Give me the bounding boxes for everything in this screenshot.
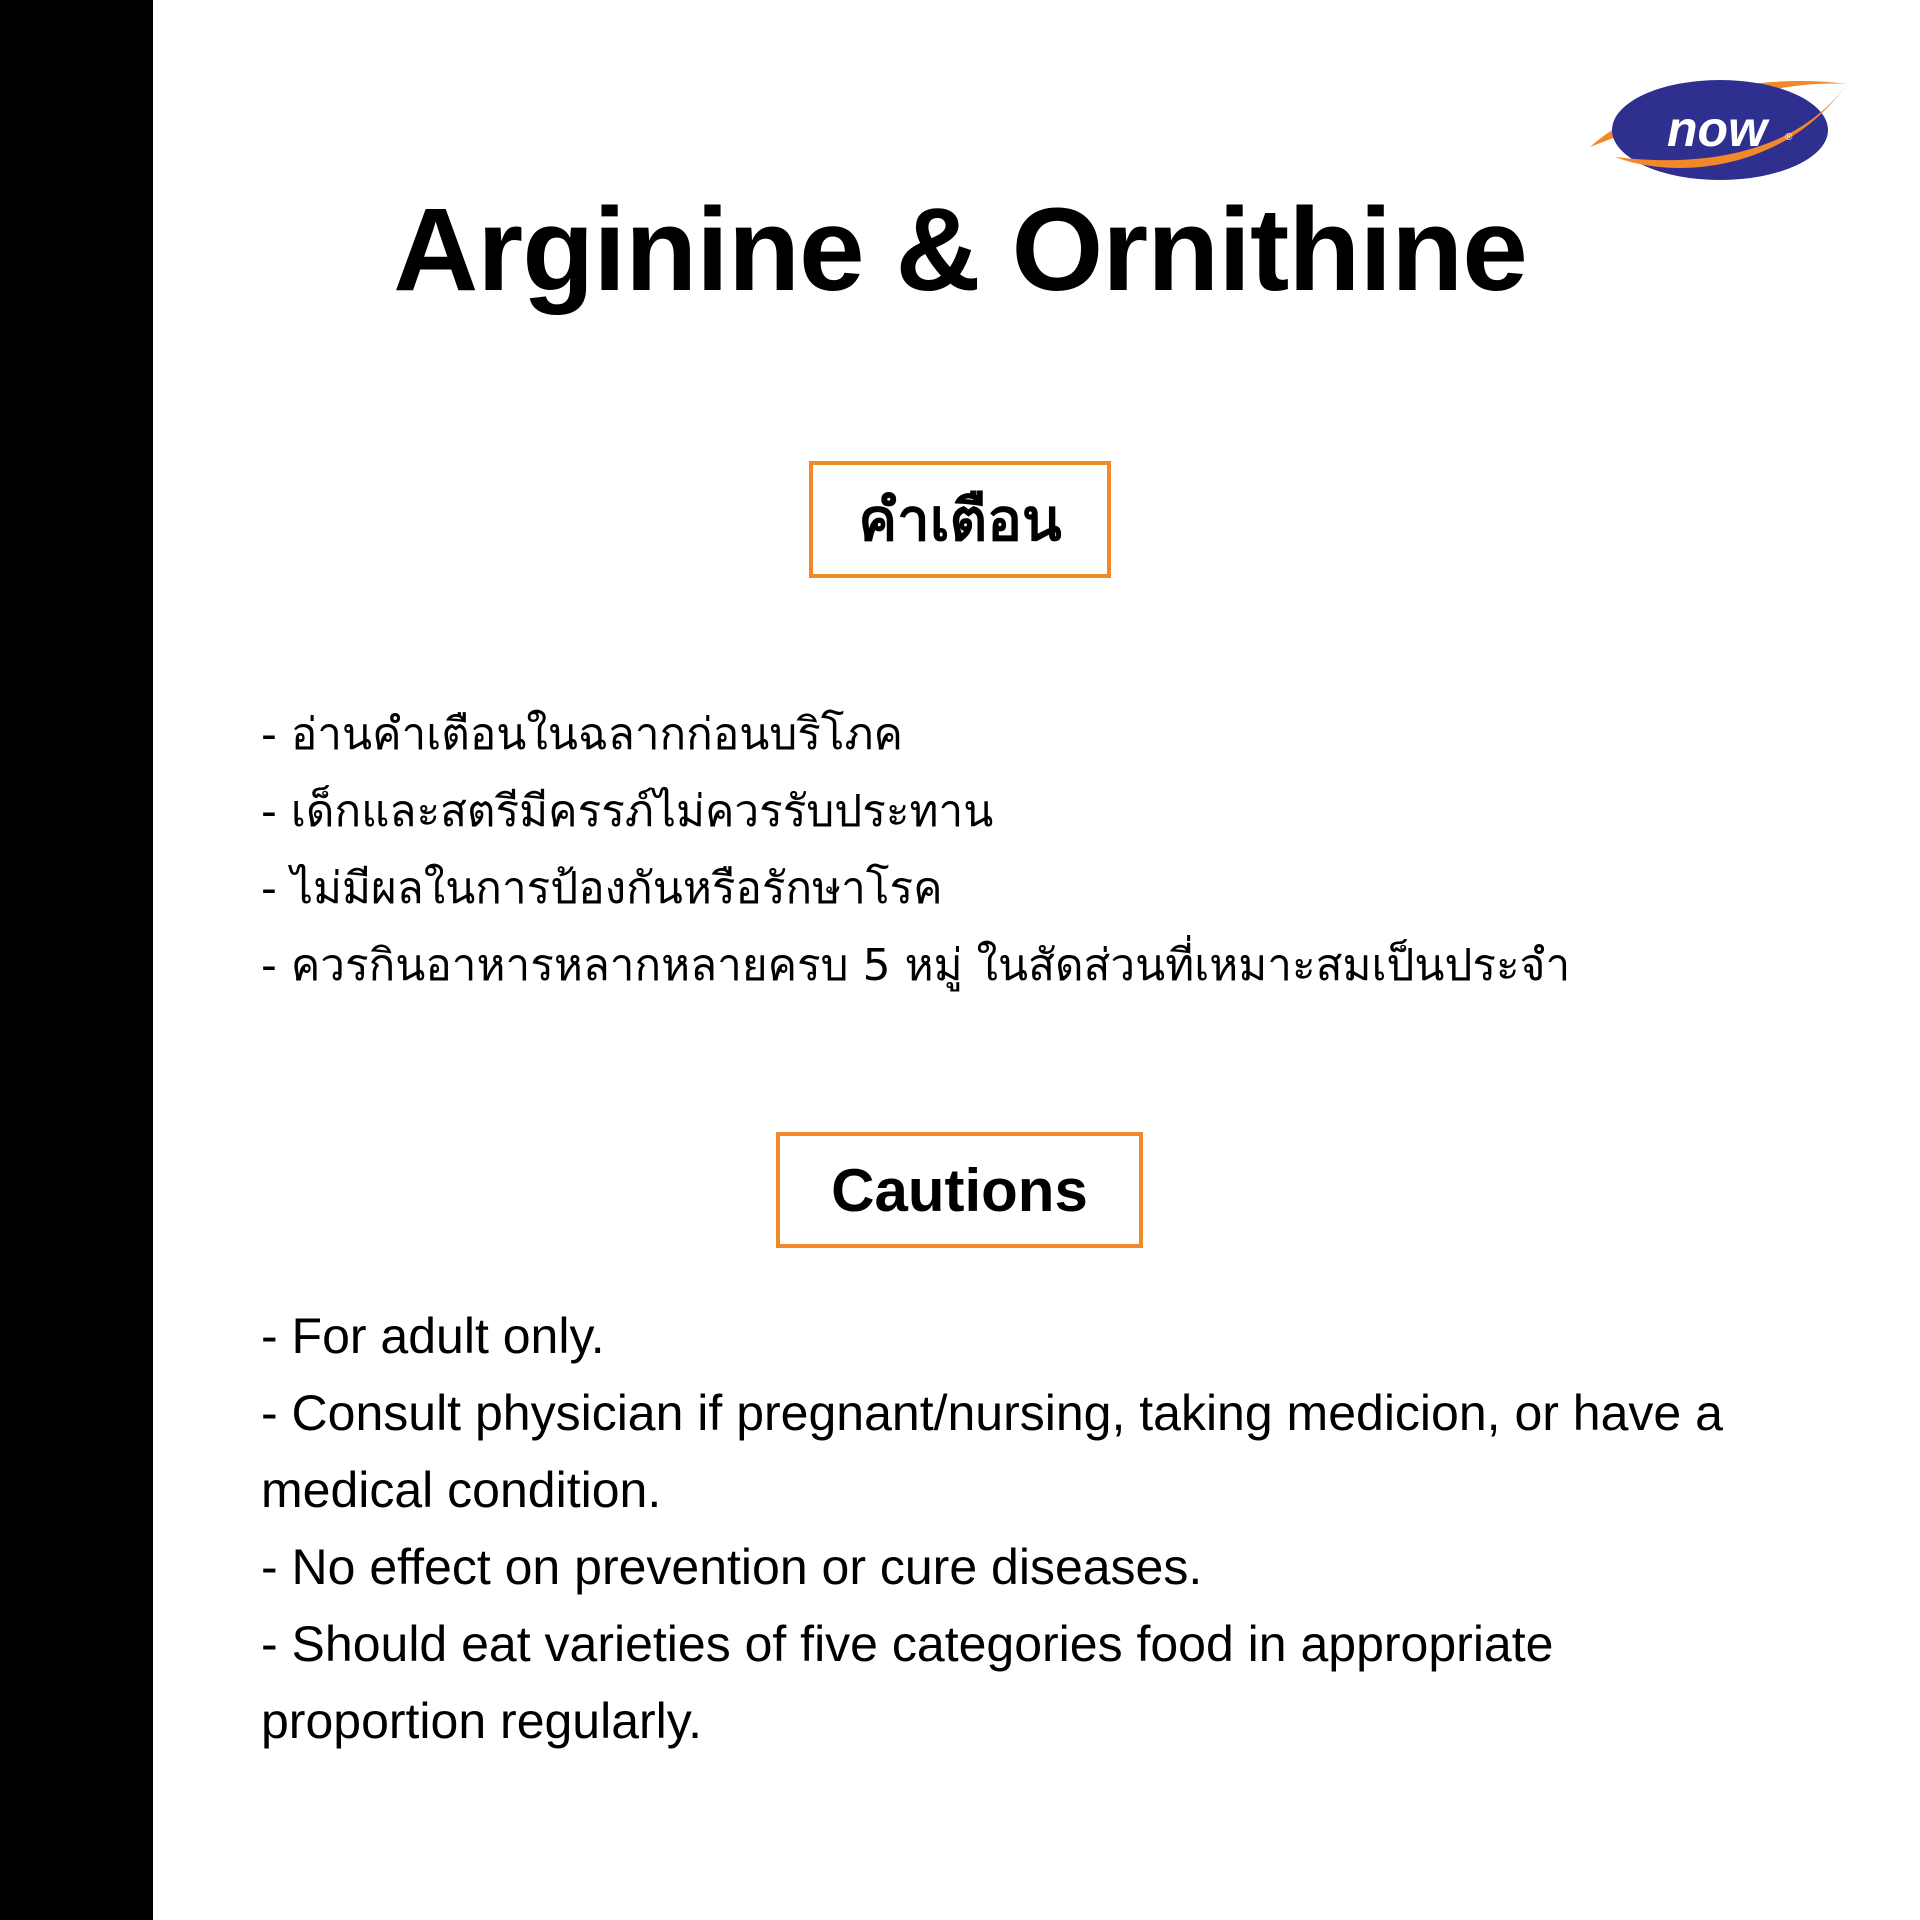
list-item: - ควรกินอาหารหลากหลายครบ 5 หมู่ ในสัดส่วนที่เหมาะสมเป็นประจำ [261, 940, 1571, 991]
list-item: - Should eat varieties of five categories food in appropriate proportion regularly. [261, 1616, 1554, 1749]
list-item: - ไม่มีผลในการป้องกันหรือรักษาโรค [261, 863, 943, 914]
list-item: - For adult only. [261, 1308, 605, 1364]
thai-warning-heading: คำเตือน [809, 461, 1111, 578]
list-item: - Consult physician if pregnant/nursing, taking medicion, or have a medical condition. [261, 1385, 1723, 1518]
page-title: Arginine & Ornithine [393, 184, 1527, 316]
list-item: - เด็กและสตรีมีครรภ์ไม่ควรรับประทาน [261, 786, 994, 837]
thai-warning-list [261, 696, 1761, 1004]
svg-text:now: now [1667, 101, 1767, 157]
list-item: - No effect on prevention or cure diseases. [261, 1539, 1203, 1595]
cautions-heading: Cautions [776, 1132, 1143, 1248]
svg-text:®: ® [1785, 132, 1793, 143]
list-item: - อ่านคำเตือนในฉลากก่อนบริโภค [261, 709, 903, 760]
cautions-list [261, 1298, 1781, 1760]
now-brand-logo [1585, 62, 1855, 187]
left-side-bar [0, 0, 153, 1920]
